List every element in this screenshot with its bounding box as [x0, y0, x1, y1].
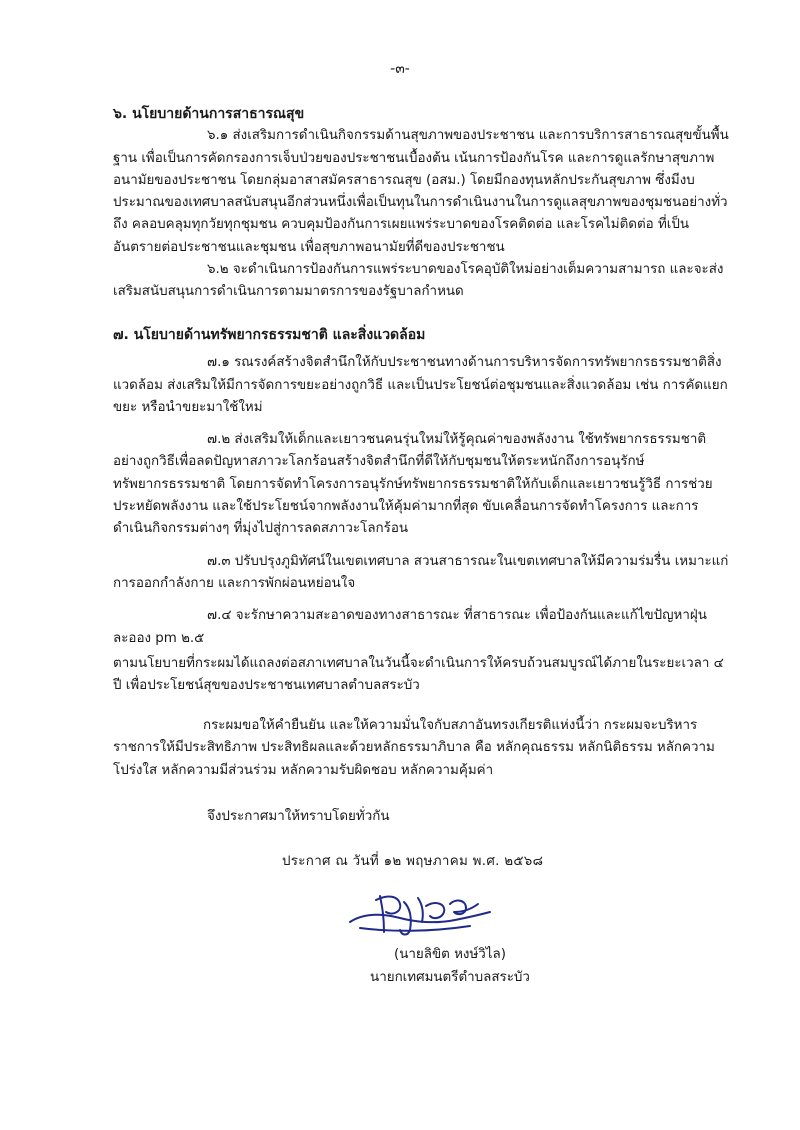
signatory-name: (นายลิขิต หงษ์วิไล)	[394, 947, 506, 962]
paragraph: กระผมขอให้คำยืนยัน และให้ความมั่นใจกับสภาอันทรงเกียรติแห่งนี้ว่า กระผมจะบริหารราชการให้มีประสิทธิภาพ ประสิทธิผลและด้วยหลักธรรมาภิบาล คือ หลักคุณธรรม หลักนิติธรรม หลักความโปร่งใส หลักความมีส่วนร่วม หลักความรับผิดชอบ หลักความคุ้มค่า	[113, 718, 715, 778]
page-number: -๓-	[390, 61, 410, 77]
signatory-position: นายกเทศมนตรีตำบลสระบัว	[370, 970, 530, 985]
paragraph: ๖.๑ ส่งเสริมการดำเนินกิจกรรมด้านสุขภาพของประชาชน และการบริการสาธารณสุขขั้นพื้นฐาน เพื่อเป็นการคัดกรองการเจ็บป่วยของประชาชนเบื้องต้น เน้นการป้องกันโรค และการดูแลรักษาสุขภาพอนามัยของประชาชน โดยกลุ่มอาสาสมัครสาธารณสุข (อสม.) โดยมีกองทุนหลักประกันสุขภาพ ซึ่งมีงบประมาณของเทศบาลสนับสนุนอีกส่วนหนึ่งเพื่อเป็นทุนในการดำเนินงานในการดูแลสุขภาพของชุมชนอย่างทั่วถึง คลอบคลุมทุกวัยทุกชุมชน ควบคุมป้องกันการเผยแพร่ระบาดของโรคติดต่อ และโรคไม่ติดต่อ ที่เป็นอันตรายต่อประชาชนและชุมชน เพื่อสุขภาพอนามัยที่ดีของประชาชน	[113, 128, 729, 255]
paragraph: ๖.๒ จะดำเนินการป้องกันการแพร่ระบาดของโรคอุบัติใหม่อย่างเต็มความสามารถ และจะส่งเสริมสนับสนุนการดำเนินการตามมาตรการของรัฐบาลกำหนด	[113, 262, 724, 300]
paragraph: ๗.๑ รณรงค์สร้างจิตสำนึกให้กับประชาชนทางด้านการบริหารจัดการทรัพยากรธรรมชาติสิ่งแวดล้อม ส่งเสริมให้มีการจัดการขยะอย่างถูกวิธี และเป็นประโยชน์ต่อชุมชนและสิ่งแวดล้อม เช่น การคัดแยกขยะ หรือนำขยะมาใช้ใหม่	[113, 355, 728, 415]
commitment-paragraph	[113, 715, 733, 782]
paragraph: ตามนโยบายที่กระผมได้แถลงต่อสภาเทศบาลในวันนี้จะดำเนินการให้ครบถ้วนสมบูรณ์ได้ภายในระยะเวลา ๔ ปี เพื่อประโยชน์สุขของประชาชนเทศบาลตำบลสระบัว	[113, 656, 724, 694]
section-6	[113, 103, 733, 304]
closing-line: จึงประกาศมาให้ทราบโดยทั่วกัน	[207, 809, 390, 824]
paragraph: ๗.๔ จะรักษาความสะอาดของทางสาธารณะ ที่สาธารณะ เพื่อป้องกันและแก้ไขปัญหาฝุ่นละออง pm ๒.๕	[113, 608, 707, 646]
section-heading: ๗. นโยบายด้านทรัพยากรธรรมชาติ และสิ่งแวดล้อม	[113, 327, 426, 343]
policy-paragraph	[113, 653, 733, 698]
paragraph: ๗.๓ ปรับปรุงภูมิทัศน์ในเขตเทศบาล สวนสาธารณะในเขตเทศบาลให้มีความร่มรื่น เหมาะแก่การออกกำลังกาย และการพักผ่อนหย่อนใจ	[113, 553, 729, 591]
section-7	[113, 324, 733, 650]
section-heading: ๖. นโยบายด้านการสาธารณสุข	[113, 106, 305, 122]
paragraph: ๗.๒ ส่งเสริมให้เด็กและเยาวชนคนรุ่นใหม่ให้รู้คุณค่าของพลังงาน ใช้ทรัพยากรธรรมชาติอย่างถูกวิธีเพื่อลดปัญหาสภาวะโลกร้อนสร้างจิตสำนึกที่ดีให้กับชุมชนให้ตระหนักถึงการอนุรักษ์ทรัพยากรธรรมชาติ โดยการจัดทำโครงการอนุรักษ์ทรัพยากรธรรมชาติให้กับเด็กและเยาวชนรู้วิธี การช่วยประหยัดพลังงาน และใช้ประโยชน์จากพลังงานให้คุ้มค่ามากที่สุด ขับเคลื่อนการจัดทำโครงการ และการดำเนินกิจกรรมต่างๆ ที่มุ่งไปสู่การลดสภาวะโลกร้อน	[113, 432, 713, 537]
signature-image	[340, 882, 510, 944]
date-line: ประกาศ ณ วันที่ ๑๒ พฤษภาคม พ.ศ. ๒๕๖๘	[282, 854, 544, 869]
